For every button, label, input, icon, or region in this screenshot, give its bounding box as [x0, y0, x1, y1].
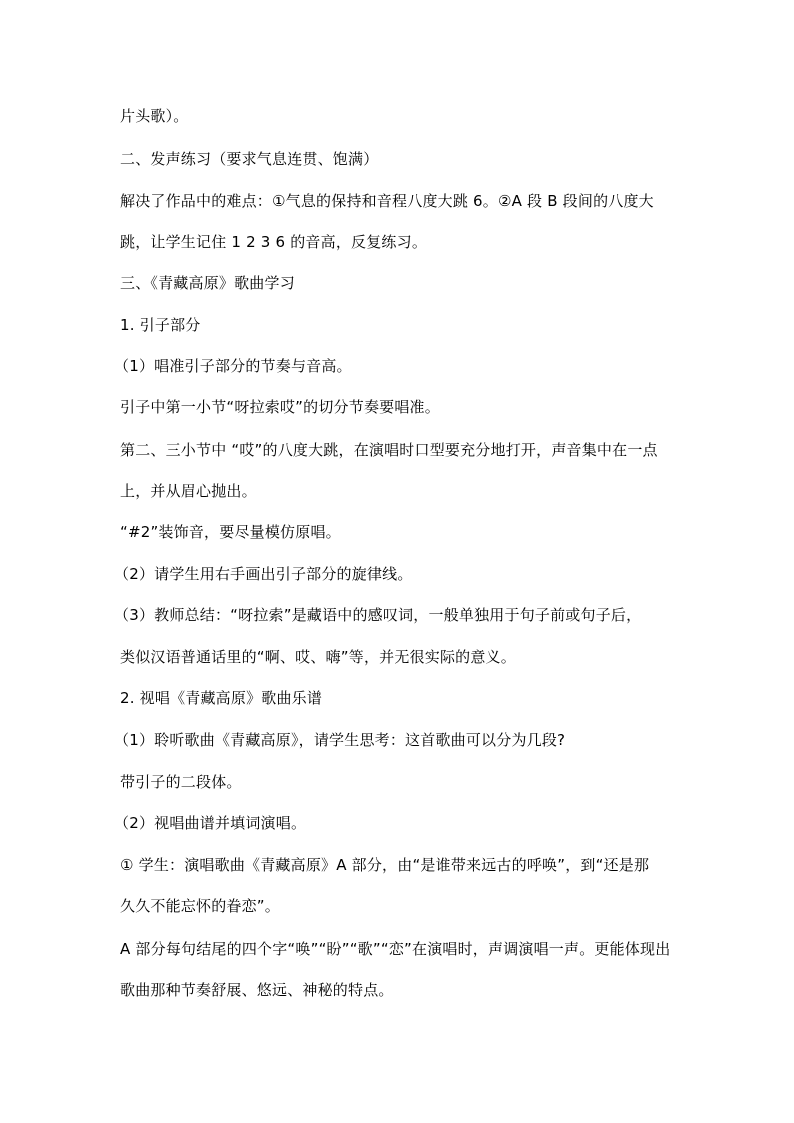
- text-line: 片头歌）。: [120, 107, 189, 125]
- text-line: 歌曲那种节奏舒展、悠远、神秘的特点。: [120, 981, 394, 999]
- text-line: 跳，让学生记住 1 2 3 6 的音高，反复练习。: [120, 233, 428, 251]
- text-line: “#2”装饰音，要尽量模仿原唱。: [120, 523, 341, 541]
- text-line: （3）教师总结：“呀拉索”是藏语中的感叹词，一般单独用于句子前或句子后，: [114, 606, 642, 624]
- text-line: （1）唱准引子部分的节奏与音高。: [114, 357, 352, 375]
- text-line: ① 学生：演唱歌曲《青藏高原》A 部分，由“是谁带来远古的呼唤”，到“还是那: [120, 856, 650, 874]
- text-line: 上，并从眉心抛出。: [120, 482, 257, 500]
- subsection-heading: 1. 引子部分: [120, 316, 201, 334]
- text-line: 久久不能忘怀的眷恋”。: [120, 897, 280, 915]
- text-line: 类似汉语普通话里的“啊、哎、嗨”等，并无很实际的意义。: [120, 648, 516, 666]
- section-heading: 三、《青藏高原》歌曲学习: [120, 274, 295, 292]
- text-line: A 部分每句结尾的四个字“唤”“盼”“歌”“恋”在演唱时，声调演唱一声。更能体现出: [120, 940, 671, 958]
- subsection-heading: 2. 视唱《青藏高原》歌曲乐谱: [120, 689, 323, 707]
- text-line: 引子中第一小节“呀拉索哎”的切分节奏要唱准。: [120, 398, 440, 416]
- text-line: 解决了作品中的难点：①气息的保持和音程八度大跳 6。②A 段 B 段间的八度大: [120, 192, 654, 210]
- text-line: （2）视唱曲谱并填词演唱。: [114, 814, 307, 832]
- section-heading: 二、发声练习（要求气息连贯、饱满）: [120, 150, 379, 168]
- text-line: （2）请学生用右手画出引子部分的旋律线。: [114, 565, 413, 583]
- text-line: 带引子的二段体。: [120, 773, 242, 791]
- text-line: 第二、三小节中 “哎”的八度大跳，在演唱时口型要充分地打开，声音集中在一点: [120, 441, 658, 459]
- text-line: （1）聆听歌曲《青藏高原》，请学生思考：这首歌曲可以分为几段?: [114, 731, 566, 749]
